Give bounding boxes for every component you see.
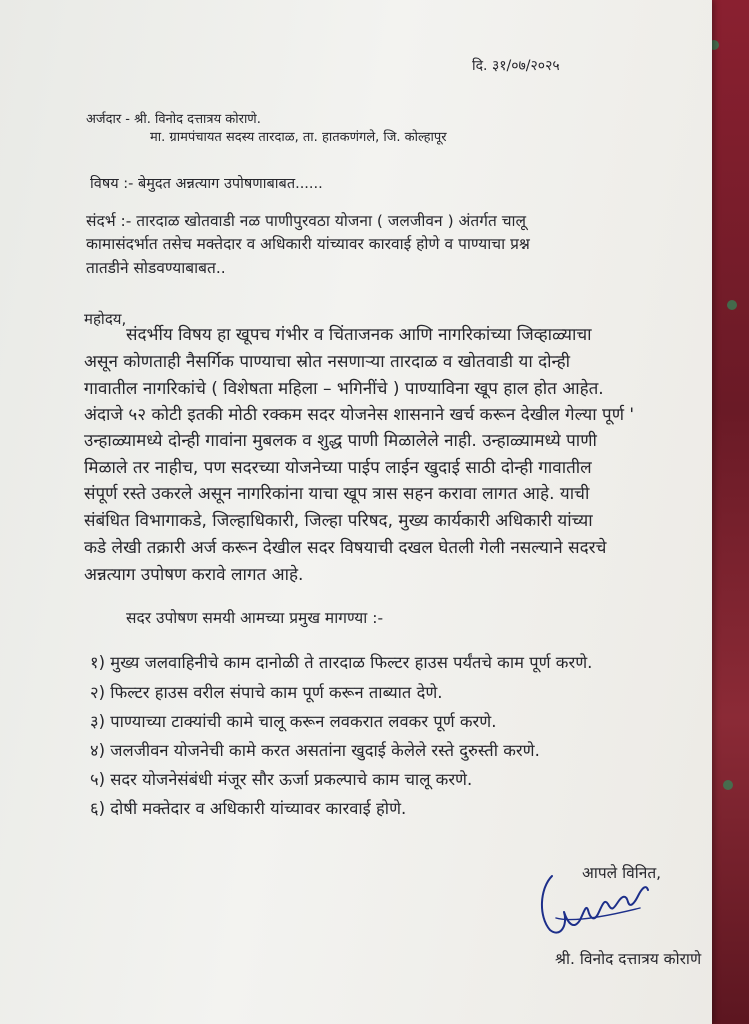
demands-heading: सदर उपोषण समयी आमच्या प्रमुख मागण्या :- [126, 609, 384, 627]
closing-line: आपले विनित, [582, 864, 662, 882]
cloth-dot [723, 780, 733, 790]
letter-date: दि. ३१/०७/२०२५ [472, 58, 560, 74]
body-line: कडे लेखी तक्रारी अर्ज करून देखील सदर विषयाची दखल घेतली गेली नसल्याने सदरचे [84, 538, 607, 558]
body-line: अंदाजे ५२ कोटी इतकी मोठी रक्कम सदर योजनेस शासनाने खर्च करून देखील गेल्या पूर्ण ' [84, 405, 635, 425]
body-line: संदर्भीय विषय हा खूपच गंभीर व चिंताजनक आणि नागरिकांच्या जिव्हाळ्याचा [126, 325, 592, 345]
signature [530, 868, 660, 948]
reference-line: संदर्भ :- तारदाळ खोतवाडी नळ पाणीपुरवठा योजना ( जलजीवन ) अंतर्गत चालू [86, 212, 527, 230]
demand-item: २) फिल्टर हाउस वरील संपाचे काम पूर्ण करून ताब्यात देणे. [90, 683, 443, 702]
letter-subject: विषय :- बेमुदत अन्नत्याग उपोषणाबाबत...... [90, 176, 323, 192]
body-line: संपूर्ण रस्ते उकरले असून नागरिकांना याचा खूप त्रास सहन करावा लागत आहे. याची [84, 484, 590, 504]
reference-line: तातडीने सोडवण्याबाबत.. [86, 259, 226, 277]
body-line: अन्नत्याग उपोषण करावे लागत आहे. [84, 565, 304, 585]
demand-item: ५) सदर योजनेसंबंधी मंजूर सौर ऊर्जा प्रकल्पाचे काम चालू करणे. [90, 770, 473, 789]
body-line: संबंधित विभागाकडे, जिल्हाधिकारी, जिल्हा परिषद, मुख्य कार्यकारी अधिकारी यांच्या [84, 511, 593, 531]
applicant-address: मा. ग्रामपंचायत सदस्य तारदाळ, ता. हातकणंगले, जि. कोल्हापूर [150, 130, 447, 145]
body-line: गावातील नागरिकांचे ( विशेषता महिला – भगिनींचे ) पाण्याविना खूप हाल होत आहेत. [84, 379, 604, 399]
cloth-dot [727, 300, 737, 310]
demand-item: ३) पाण्याच्या टाक्यांची कामे चालू करून लवकरात लवकर पूर्ण करणे. [90, 712, 497, 731]
body-line: मिळाले तर नाहीच, पण सदरच्या योजनेच्या पाईप लाईन खुदाई साठी दोन्ही गावातील [84, 458, 592, 478]
demand-item: १) मुख्य जलवाहिनीचे काम दानोळी ते तारदाळ फिल्टर हाउस पर्यंतचे काम पूर्ण करणे. [90, 653, 593, 672]
body-line: असून कोणताही नैसर्गिक पाण्याचा स्रोत नसणाऱ्या तारदाळ व खोतवाडी या दोन्ही [84, 352, 571, 372]
salutation: महोदय, [84, 310, 127, 328]
demand-item: ४) जलजीवन योजनेची कामे करत असतांना खुदाई केलेले रस्ते दुरुस्ती करणे. [90, 741, 540, 760]
body-line: उन्हाळ्यामध्ये दोन्ही गावांना मुबलक व शुद्ध पाणी मिळालेले नाही. उन्हाळ्यामध्ये पाणी [84, 431, 597, 451]
reference-line: कामासंदर्भात तसेच मक्तेदार व अधिकारी यांच्यावर कारवाई होणे व पाण्याचा प्रश्न [86, 235, 530, 253]
signer-name: श्री. विनोद दत्तात्रय कोराणे [555, 950, 702, 968]
demand-item: ६) दोषी मक्तेदार व अधिकारी यांच्यावर कारवाई होणे. [90, 799, 407, 818]
applicant-name: अर्जदार - श्री. विनोद दत्तात्रय कोराणे. [86, 112, 261, 127]
